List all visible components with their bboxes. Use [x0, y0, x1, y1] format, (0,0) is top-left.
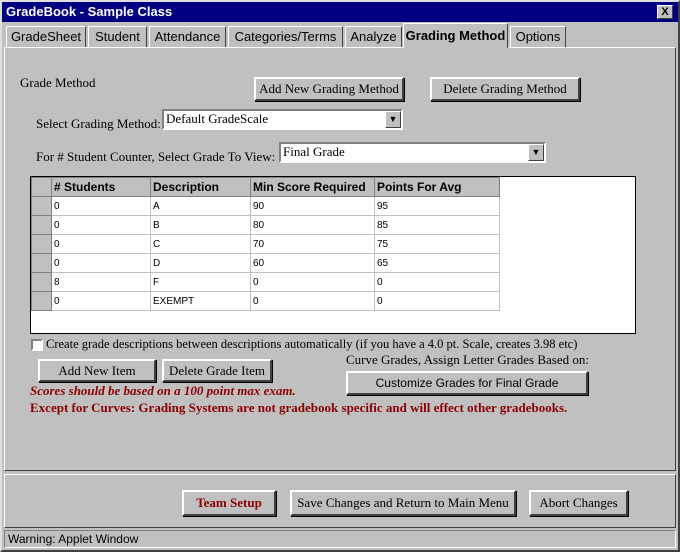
tab-analyze[interactable]: Analyze: [345, 26, 402, 47]
grade-to-view-select-value: Final Grade: [283, 144, 345, 159]
auto-descriptions-checkbox[interactable]: [31, 339, 43, 351]
customize-grades-button[interactable]: Customize Grades for Final Grade: [346, 371, 588, 395]
cell-min-score[interactable]: 60: [251, 254, 375, 273]
cell-description[interactable]: A: [151, 197, 251, 216]
row-selector[interactable]: [32, 216, 52, 235]
cell-min-score[interactable]: 70: [251, 235, 375, 254]
grade-to-view-select[interactable]: [279, 142, 546, 163]
grading-method-select[interactable]: [162, 109, 403, 130]
tab-attendance[interactable]: Attendance: [149, 26, 226, 47]
table-header-row: [32, 178, 500, 197]
table-row[interactable]: [32, 197, 500, 216]
chevron-down-icon[interactable]: ▼: [385, 111, 401, 128]
cell-students[interactable]: 0: [52, 235, 151, 254]
cell-students[interactable]: 0: [52, 292, 151, 311]
add-grading-method-button[interactable]: Add New Grading Method: [254, 77, 404, 101]
table-row[interactable]: [32, 254, 500, 273]
select-grading-method-label: Select Grading Method:: [36, 116, 161, 131]
chevron-down-icon[interactable]: ▼: [528, 144, 544, 161]
auto-descriptions-label: Create grade descriptions between descriptions automatically (if you have a 4.0 pt. Scale, creates 3.98 etc): [46, 337, 578, 351]
curves-warning: Except for Curves: Grading Systems are not gradebook specific and will effect other gradebooks.: [30, 400, 568, 415]
cell-points-avg[interactable]: 75: [375, 235, 500, 254]
cell-points-avg[interactable]: 0: [375, 273, 500, 292]
save-changes-button[interactable]: Save Changes and Return to Main Menu: [290, 490, 516, 516]
grade-method-label: Grade Method: [20, 75, 96, 90]
cell-min-score[interactable]: 90: [251, 197, 375, 216]
student-counter-label: For # Student Counter, Select Grade To View:: [36, 149, 276, 164]
row-selector[interactable]: [32, 254, 52, 273]
delete-grading-method-button[interactable]: Delete Grading Method: [430, 77, 580, 101]
window-title: GradeBook - Sample Class: [2, 2, 678, 22]
add-new-item-button[interactable]: Add New Item: [38, 359, 156, 382]
row-selector[interactable]: [32, 235, 52, 254]
curve-grades-label: Curve Grades, Assign Letter Grades Based on:: [346, 352, 589, 367]
tab-options[interactable]: Options: [510, 26, 566, 47]
scores-warning: Scores should be based on a 100 point max exam.: [30, 383, 296, 398]
cell-points-avg[interactable]: 65: [375, 254, 500, 273]
cell-description[interactable]: C: [151, 235, 251, 254]
table-row[interactable]: [32, 216, 500, 235]
table-row[interactable]: [32, 292, 500, 311]
grade-table: [31, 177, 500, 311]
cell-description[interactable]: D: [151, 254, 251, 273]
grade-scale-table: [30, 176, 636, 334]
cell-min-score[interactable]: 0: [251, 273, 375, 292]
cell-points-avg[interactable]: 0: [375, 292, 500, 311]
column-header-points-avg[interactable]: Points For Avg: [375, 178, 500, 197]
team-setup-button[interactable]: Team Setup: [182, 490, 276, 516]
grading-method-select-value: Default GradeScale: [166, 111, 269, 126]
cell-description[interactable]: B: [151, 216, 251, 235]
delete-grade-item-button[interactable]: Delete Grade Item: [162, 359, 272, 382]
cell-min-score[interactable]: 80: [251, 216, 375, 235]
cell-description[interactable]: F: [151, 273, 251, 292]
cell-points-avg[interactable]: 95: [375, 197, 500, 216]
tab-gradesheet[interactable]: GradeSheet: [6, 26, 86, 47]
tab-categories-terms[interactable]: Categories/Terms: [228, 26, 343, 47]
tab-student[interactable]: Student: [88, 26, 147, 47]
table-row[interactable]: [32, 273, 500, 292]
row-selector[interactable]: [32, 197, 52, 216]
tab-grading-method[interactable]: Grading Method: [403, 23, 508, 48]
cell-min-score[interactable]: 0: [251, 292, 375, 311]
row-selector[interactable]: [32, 292, 52, 311]
cell-description[interactable]: EXEMPT: [151, 292, 251, 311]
column-header-description[interactable]: Description: [151, 178, 251, 197]
cell-points-avg[interactable]: 85: [375, 216, 500, 235]
cell-students[interactable]: 0: [52, 197, 151, 216]
row-header-corner: [32, 178, 52, 197]
abort-changes-button[interactable]: Abort Changes: [529, 490, 628, 516]
cell-students[interactable]: 0: [52, 216, 151, 235]
close-button[interactable]: X: [657, 5, 673, 19]
table-row[interactable]: [32, 235, 500, 254]
column-header-students[interactable]: # Students: [52, 178, 151, 197]
status-bar: Warning: Applet Window: [4, 530, 676, 548]
cell-students[interactable]: 0: [52, 254, 151, 273]
cell-students[interactable]: 8: [52, 273, 151, 292]
column-header-min-score[interactable]: Min Score Required: [251, 178, 375, 197]
row-selector[interactable]: [32, 273, 52, 292]
